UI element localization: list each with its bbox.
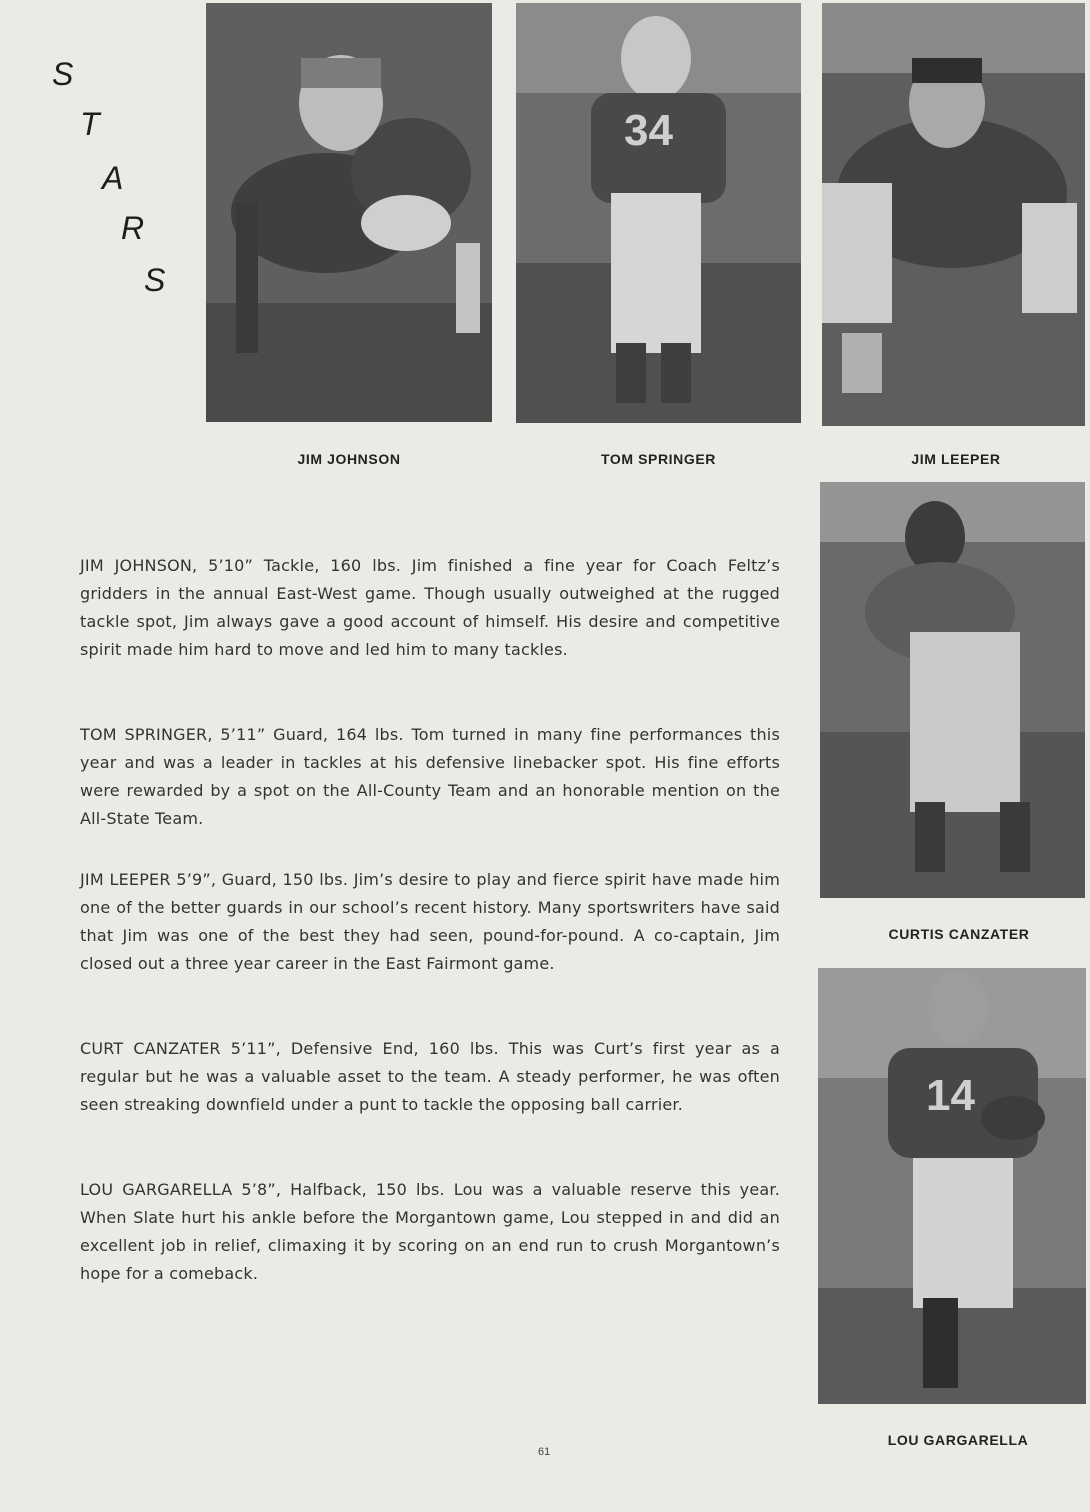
bio-jim-johnson: JIM JOHNSON, 5’10” Tackle, 160 lbs. Jim finished a fine year for Coach Feltz’s gridders in the annual East-West game. Though usually outweighed at the rugged tackle spot, Jim always gave a good account of himself. His desire and competitive spirit made him hard to move and led him to many tackles. bbox=[80, 556, 780, 659]
jersey-number-34: 34 bbox=[624, 106, 673, 155]
photo-tom-springer bbox=[516, 3, 801, 423]
jersey-number-14: 14 bbox=[926, 1071, 975, 1120]
page-number: 61 bbox=[538, 1446, 551, 1458]
caption-jim-johnson: JIM JOHNSON bbox=[297, 451, 401, 467]
caption-lou-gargarella: LOU GARGARELLA bbox=[887, 1432, 1029, 1448]
bio-lou-gargarella: LOU GARGARELLA 5’8”, Halfback, 150 lbs. Lou was a valuable reserve this year. When Slate hurt his ankle before the Morgantown game, Lou stepped in and did an excellent job in relief, climaxing it by scoring on an end run to crush Morgantown’s hope for a comeback. bbox=[80, 1180, 780, 1283]
photo-jim-leeper bbox=[822, 3, 1085, 426]
caption-tom-springer: TOM SPRINGER bbox=[600, 451, 717, 467]
title-letter-a: A bbox=[102, 160, 124, 196]
title-letter-s2: S bbox=[144, 262, 166, 298]
bio-tom-springer: TOM SPRINGER, 5’11” Guard, 164 lbs. Tom turned in many fine performances this year and was a leader in tackles at his defensive linebacker spot. His fine efforts were rewarded by a spot on the All-County Team and an honorable mention on the All-State Team. bbox=[80, 725, 780, 828]
bio-curt-canzater: CURT CANZATER 5’11”, Defensive End, 160 lbs. This was Curt’s first year as a regular but he was a valuable asset to the team. A steady performer, he was often seen streaking downfield under a punt to tackle the opposing ball carrier. bbox=[80, 1039, 780, 1114]
caption-curtis-canzater: CURTIS CANZATER bbox=[888, 926, 1030, 942]
title-letter-r: R bbox=[121, 210, 145, 246]
caption-jim-leeper: JIM LEEPER bbox=[911, 451, 1001, 467]
bio-jim-leeper: JIM LEEPER 5’9”, Guard, 150 lbs. Jim’s desire to play and fierce spirit have made him one of the better guards in our school’s recent history. Many sportswriters have said that Jim was one of the best they had seen, pound-for-pound. A co-captain, Jim closed out a three year career in the East Fairmont game. bbox=[80, 870, 780, 973]
photo-lou-gargarella bbox=[818, 968, 1086, 1404]
photo-jim-johnson bbox=[206, 3, 492, 422]
title-letter-s: S bbox=[52, 56, 74, 92]
title-letter-t: T bbox=[80, 106, 100, 142]
photo-curtis-canzater bbox=[820, 482, 1085, 898]
